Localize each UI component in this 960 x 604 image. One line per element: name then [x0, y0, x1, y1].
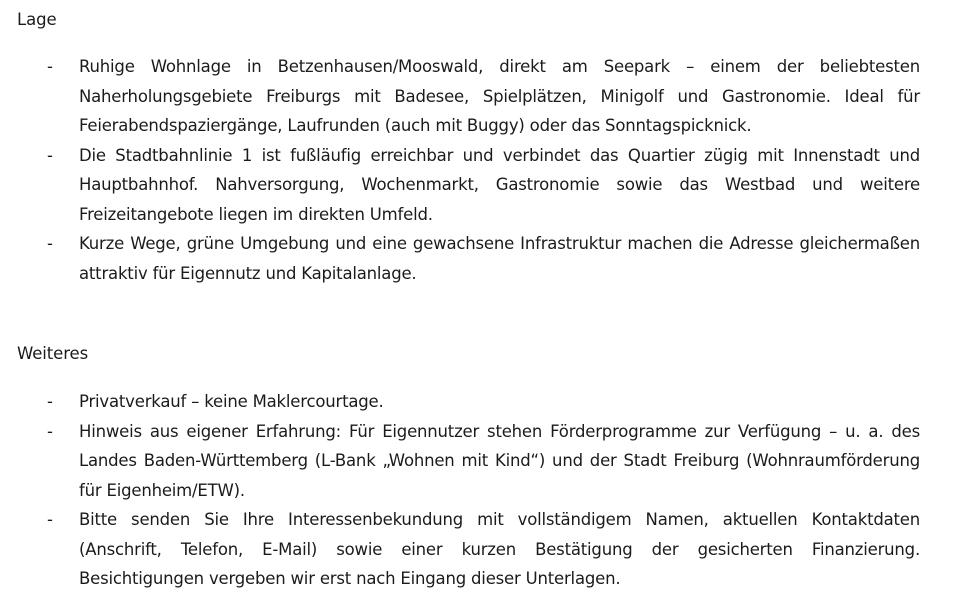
- list-item-text: Ruhige Wohnlage in Betzenhausen/Mooswald, direkt am Seepark – einem der beliebtesten Naherholungsgebiete Freiburgs mit Badesee, Spielplätzen, Minigolf und Gastronomie. Ideal für Feierabendspaziergänge, Laufrunden (auch mit Buggy) oder das Sonntagspicknick.: [79, 57, 920, 135]
- list-item-text: Die Stadtbahnlinie 1 ist fußläufig erreichbar und verbindet das Quartier zügig mit Innenstadt und Hauptbahnhof. Nahversorgung, Wochenmarkt, Gastronomie sowie das Westbad und weitere Freizeitangebote liegen im direkten Umfeld.: [79, 145, 920, 224]
- bullet-dash: -: [47, 392, 53, 411]
- list-item: [0, 52, 960, 141]
- list-item: [0, 387, 960, 417]
- bullet-dash: -: [47, 510, 53, 529]
- bullet-dash: -: [47, 234, 53, 253]
- list-item: [0, 229, 960, 288]
- bullet-list-lage: [0, 52, 960, 288]
- section-heading-weiteres: Weiteres: [17, 344, 89, 363]
- section-heading-lage: Lage: [17, 10, 57, 29]
- list-item: [0, 505, 960, 594]
- bullet-dash: -: [47, 145, 53, 165]
- list-item-text: Privatverkauf – keine Maklercourtage.: [79, 392, 384, 411]
- bullet-dash: -: [47, 421, 53, 441]
- list-item-text: Kurze Wege, grüne Umgebung und eine gewachsene Infrastruktur machen die Adresse gleichermaßen attraktiv für Eigennutz und Kapitalanlage.: [79, 234, 920, 283]
- list-item-text: Hinweis aus eigener Erfahrung: Für Eigennutzer stehen Förderprogramme zur Verfügung – u. a. des Landes Baden-Württemberg (L-Bank „Wohnen mit Kind“) und der Stadt Freiburg (Wohnraumförderung für Eigenheim/ETW).: [79, 421, 920, 500]
- bullet-dash: -: [47, 57, 53, 76]
- list-item: [0, 141, 960, 230]
- bullet-list-weiteres: [0, 387, 960, 594]
- list-item: [0, 417, 960, 506]
- list-item-text: Bitte senden Sie Ihre Interessenbekundung mit vollständigem Namen, aktuellen Kontaktdaten (Anschrift, Telefon, E-Mail) sowie einer kurzen Bestätigung der gesicherten Finanzierung. Besichtigungen vergeben wir erst nach Eingang dieser Unterlagen.: [79, 510, 920, 588]
